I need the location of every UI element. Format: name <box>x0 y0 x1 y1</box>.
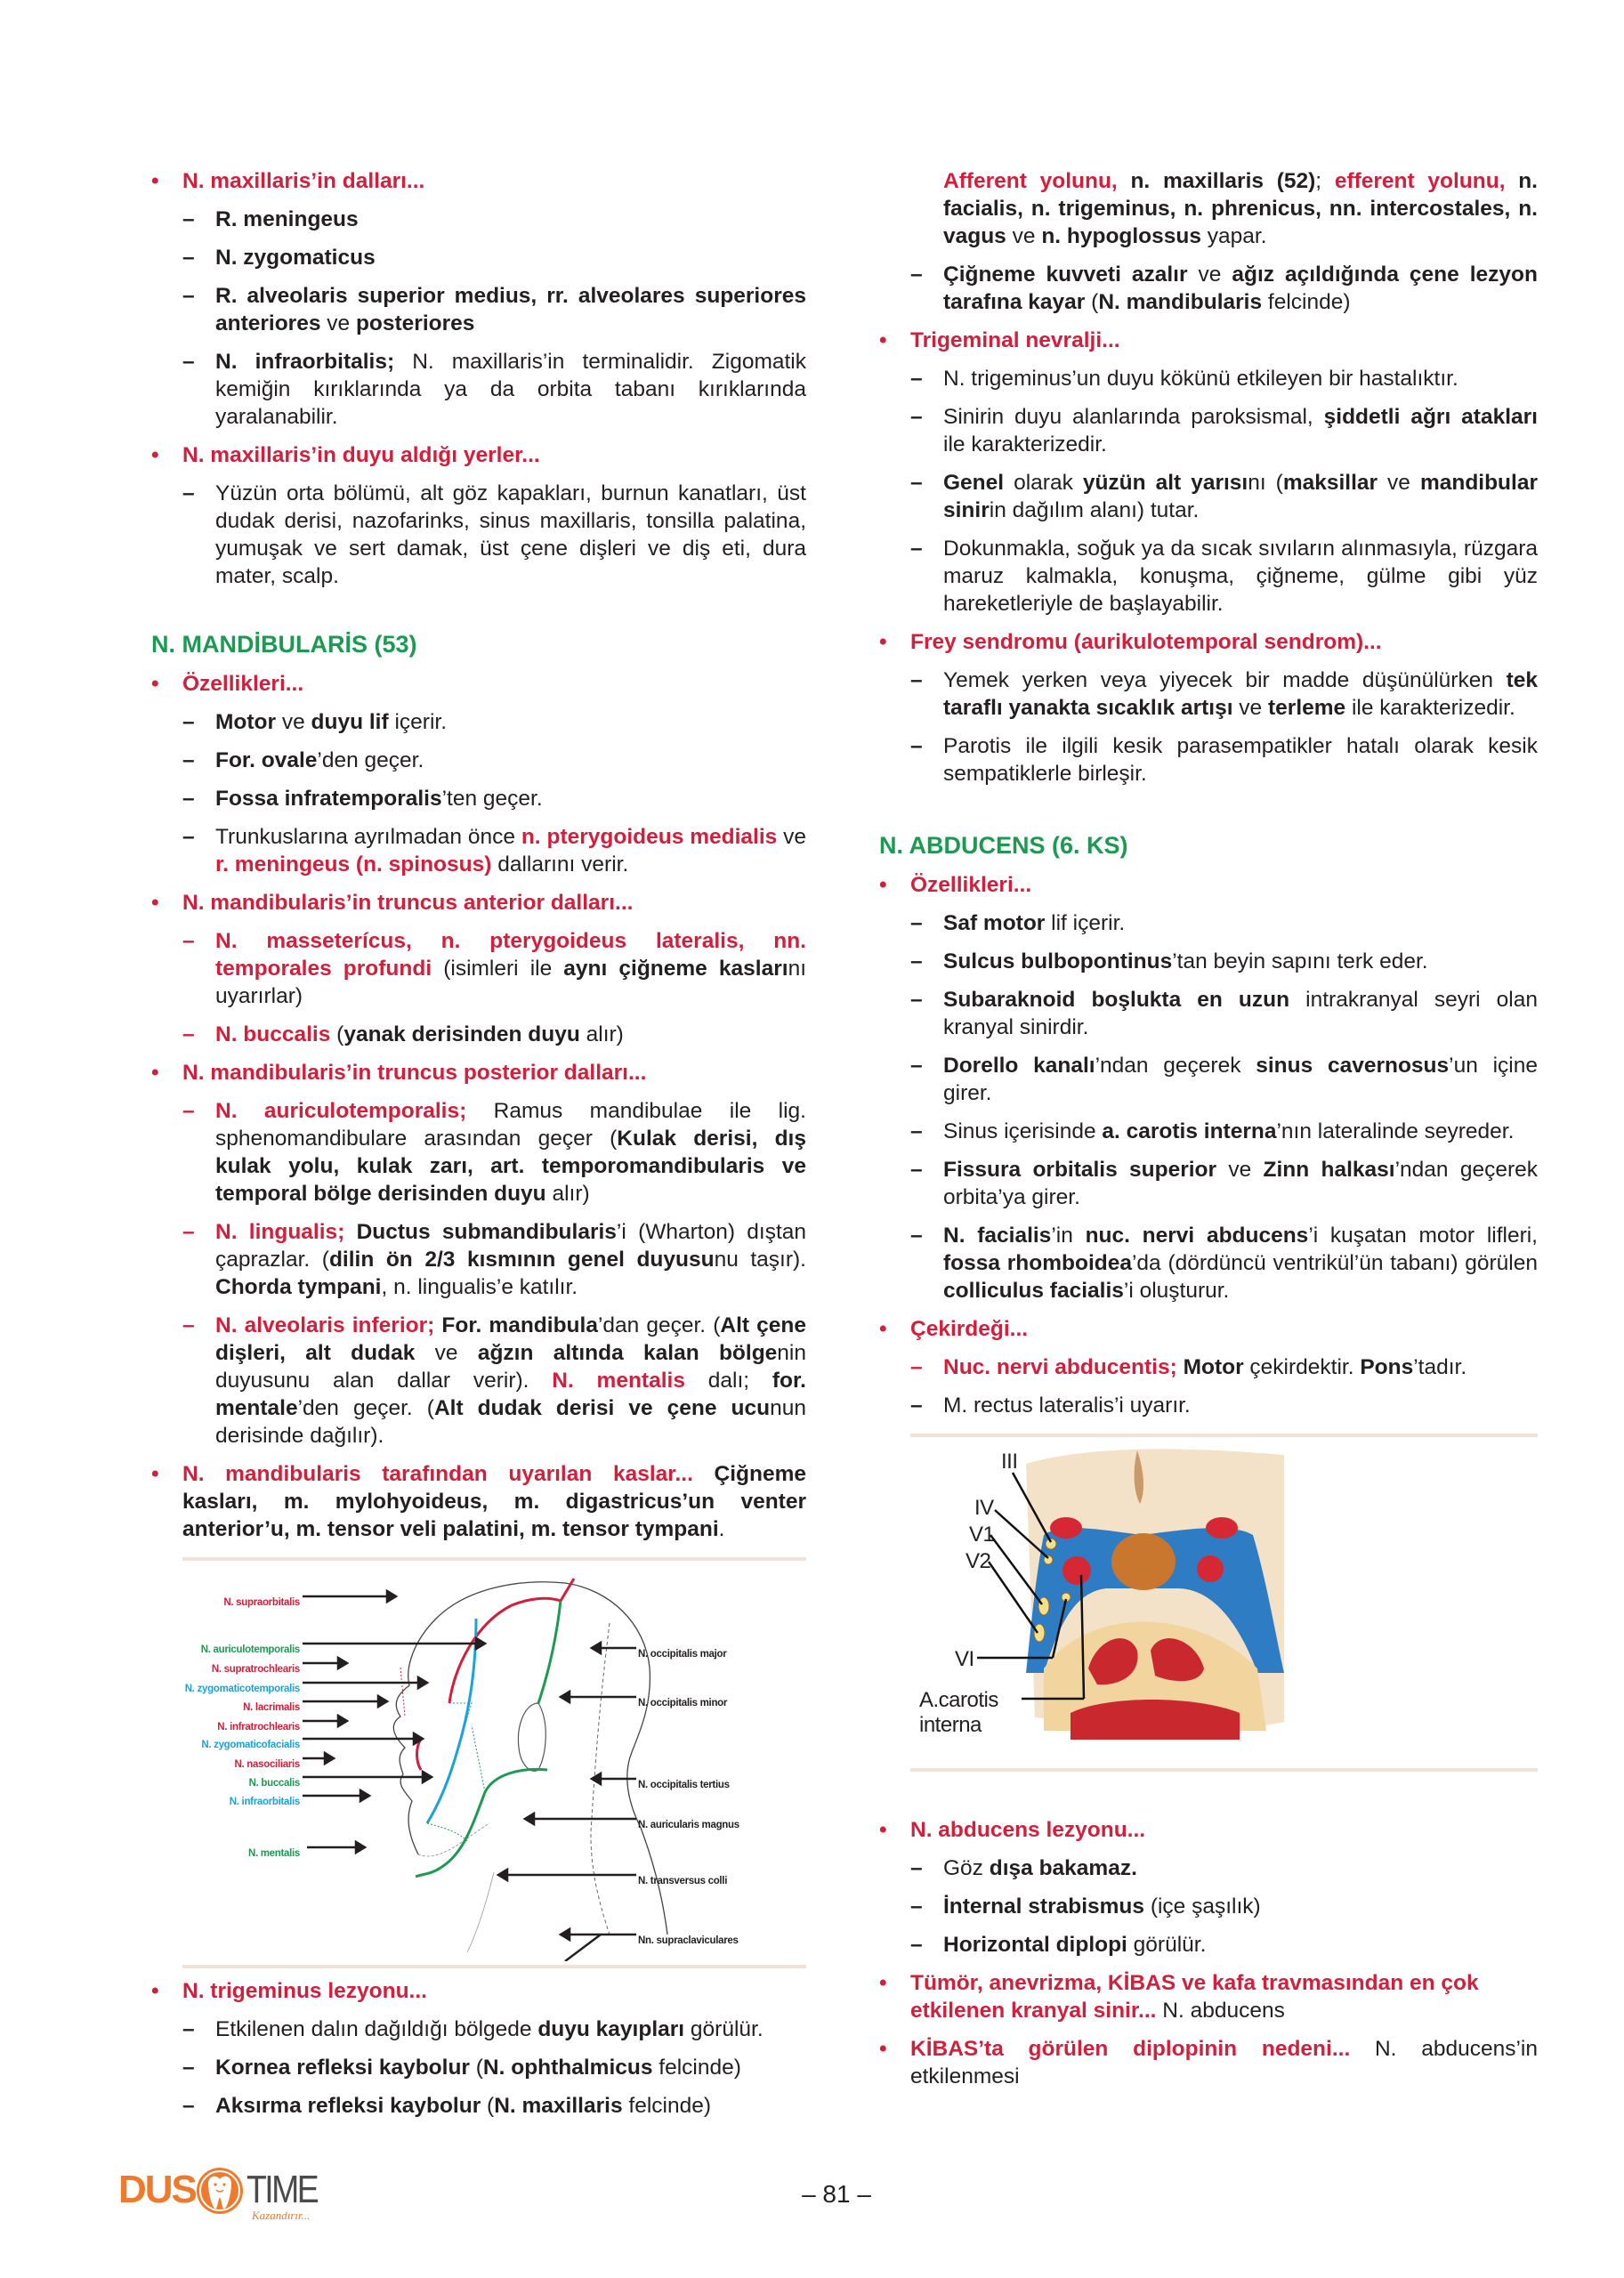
trigeminal-neuralgia-title: • Trigeminal nevralji... <box>879 327 1538 354</box>
sinus-label-IV: IV <box>974 1496 994 1520</box>
figure-label: N. zygomaticofacialis <box>201 1740 300 1750</box>
list-item: – N. auriculotemporalis; Ramus mandibulae ile lig. sphenomandibulare arasından geçer (Kulak derisi, dış kulak yolu, kulak zarı, art. temporomandibularis ve temporal bölge derisinden duyu alır) <box>151 1097 806 1208</box>
logo-text-dus: DUS <box>118 2168 196 2211</box>
list-item: – Kornea refleksi kaybolur (N. ophthalmicus felcinde) <box>151 2054 806 2081</box>
figure-label: N. supratrochlearis <box>211 1664 300 1675</box>
figure-label: N. occipitalis minor <box>638 1698 728 1708</box>
figure-label: N. nasociliaris <box>234 1759 300 1770</box>
section-heading-mandibularis: N. MANDİBULARİS (53) <box>151 631 417 658</box>
list-item: – R. meningeus <box>151 206 806 233</box>
maxillaris-sensory-title: • N. maxillaris’in duyu aldığı yerler... <box>151 441 806 469</box>
tooth-logo-icon <box>195 2166 245 2216</box>
list-item: – N. masseterícus, n. pterygoideus lateralis, nn. temporales profundi (isimleri ile aynı çiğneme kaslarını uyarırlar) <box>151 927 806 1010</box>
figure-label: N. infratrochlearis <box>217 1722 300 1733</box>
head-dermatome-figure <box>182 1570 805 1961</box>
figure-divider-top <box>182 1557 806 1561</box>
list-item: – N. zygomaticus <box>151 244 806 271</box>
list-item: – Çiğneme kuvveti azalır ve ağız açıldığında çene lezyon tarafına kayar (N. mandibularis felcinde) <box>879 261 1538 316</box>
list-item: – N. facialis’in nuc. nervi abducens’i kuşatan motor lifleri, fossa rhomboidea’da (dördüncü ventrikül’ün tabanı) görülen colliculus facialis’i oluşturur. <box>879 1222 1538 1305</box>
left-column <box>151 167 806 2130</box>
figure-label: N. zygomaticotemporalis <box>184 1684 300 1694</box>
abducens-nucleus-title: • Çekirdeği... <box>879 1315 1538 1343</box>
figure-label: N. buccalis <box>248 1778 300 1789</box>
section-heading-abducens: N. ABDUCENS (6. KS) <box>879 832 1128 859</box>
list-item: – Saf motor lif içerir. <box>879 909 1538 937</box>
list-item: – For. ovale’den geçer. <box>151 747 806 774</box>
list-item: – N. buccalis (yanak derisinden duyu alır) <box>151 1021 806 1048</box>
cavernous-sinus-figure <box>910 1446 1533 1766</box>
figure-label: N. supraorbitalis <box>223 1597 300 1608</box>
list-item: – Horizontal diplopi görülür. <box>879 1931 1538 1959</box>
list-item: – Genel olarak yüzün alt yarısını (maksillar ve mandibular sinirin dağılım alanı) tutar. <box>879 469 1538 524</box>
abducens-lesion-title: • N. abducens lezyonu... <box>879 1816 1538 1844</box>
figure-divider-bottom <box>182 1965 806 1968</box>
right-label-arrows <box>498 1643 636 1961</box>
list-item: – Sinirin duyu alanlarında paroksismal, şiddetli ağrı atakları ile karakterizedir. <box>879 403 1538 458</box>
figure-divider-bottom <box>910 1768 1538 1772</box>
most-affected-nerve: • Tümör, anevrizma, KİBAS ve kafa travmasından en çok etkilenen kranyal sinir... N. abducens <box>879 1969 1538 2024</box>
dustime-logo <box>118 2164 350 2226</box>
left-label-arrows <box>303 1591 485 1853</box>
list-item: – Yemek yerken veya yiyecek bir madde düşünülürken tek taraflı yanakta sıcaklık artışı ve terleme ile karakterizedir. <box>879 666 1538 722</box>
list-item: – Fossa infratemporalis’ten geçer. <box>151 785 806 812</box>
sinus-label-III: III <box>1001 1450 1018 1474</box>
cavernous-sinus-drawing <box>910 1446 1533 1766</box>
list-item: – Nuc. nervi abducentis; Motor çekirdektir. Pons’tadır. <box>879 1353 1538 1381</box>
list-item: – Parotis ile ilgili kesik parasempatikler hatalı olarak kesik sempatiklerle birleşir. <box>879 732 1538 788</box>
figure-label: N. lacrimalis <box>243 1702 300 1713</box>
muscles-paragraph: • N. mandibularis tarafından uyarılan kaslar... Çiğneme kasları, m. mylohyoideus, m. digastricus’un venter anterior’u, m. tensor veli palatini, m. tensor tympani. <box>151 1460 806 1543</box>
figure-label: N. auricularis magnus <box>638 1820 739 1830</box>
truncus-anterior-title: • N. mandibularis’in truncus anterior dalları... <box>151 889 806 917</box>
list-item: – Dokunmakla, soğuk ya da sıcak sıvıların alınmasıyla, rüzgara maruz kalmakla, konuşma, çiğneme, gülme gibi yüz hareketleriyle de başlayabilir. <box>879 535 1538 618</box>
list-item: – N. alveolaris inferior; For. mandibula’dan geçer. (Alt çene dişleri, alt dudak ve ağzın altında kalan bölgenin duyusunu alan dallar verir). N. mentalis dalı; for. mentale’den geçer. (Alt dudak derisi ve çene ucunun derisinde dağılır). <box>151 1312 806 1450</box>
truncus-posterior-title: • N. mandibularis’in truncus posterior dalları... <box>151 1059 806 1086</box>
logo-tagline: Kazandırır... <box>252 2209 311 2222</box>
list-item: – Trunkuslarına ayrılmadan önce n. pterygoideus medialis ve r. meningeus (n. spinosus) dallarını verir. <box>151 823 806 878</box>
figure-label: N. transversus colli <box>638 1876 728 1886</box>
frey-title: • Frey sendromu (aurikulotemporal sendrom)... <box>879 628 1538 656</box>
list-item: – M. rectus lateralis’i uyarır. <box>879 1392 1538 1419</box>
trigeminus-lesion-title: • N. trigeminus lezyonu... <box>151 1977 806 2005</box>
list-item: – Göz dışa bakamaz. <box>879 1854 1538 1882</box>
list-item: – Etkilenen dalın dağıldığı bölgede duyu kayıpları görülür. <box>151 2015 806 2043</box>
figure-label: N. mentalis <box>247 1848 300 1859</box>
abducens-features-title: • Özellikleri... <box>879 871 1538 899</box>
figure-label: N. occipitalis major <box>638 1649 727 1660</box>
figure-label: N. infraorbitalis <box>229 1797 300 1807</box>
maxillaris-branches-title: • N. maxillaris’in dalları... <box>151 167 806 195</box>
sinus-label-V2: V2 <box>966 1549 991 1573</box>
list-item: – Aksırma refleksi kaybolur (N. maxillaris felcinde) <box>151 2092 806 2120</box>
reflex-continuation: Afferent yolunu, n. maxillaris (52); efferent yolunu, n. facialis, n. trigeminus, n. phrenicus, nn. intercostales, n. vagus ve n. hypoglossus yapar. <box>943 169 1538 248</box>
figure-label: N. auriculotemporalis <box>200 1644 300 1655</box>
sinus-label-interna: interna <box>919 1713 982 1737</box>
sinus-label-VI: VI <box>955 1647 974 1671</box>
list-item: – N. lingualis; Ductus submandibularis’i (Wharton) dıştan çaprazlar. (dilin ön 2/3 kısmının genel duyusunu taşır). Chorda tympani, n. lingualis’e katılır. <box>151 1218 806 1301</box>
list-item: – Sinus içerisinde a. carotis interna’nın lateralinde seyreder. <box>879 1118 1538 1145</box>
right-column <box>879 167 1538 2101</box>
page-number: – 81 – <box>802 2180 871 2208</box>
sinus-label-V1: V1 <box>969 1523 995 1547</box>
list-item: – Dorello kanalı’ndan geçerek sinus cavernosus’un içine girer. <box>879 1052 1538 1107</box>
list-item: – Yüzün orta bölümü, alt göz kapakları, burnun kanatları, üst dudak derisi, nazofarinks, sinus maxillaris, tonsilla palatina, yumuşak ve sert damak, üst çene dişleri ve diş eti, dura mater, scalp. <box>151 480 806 590</box>
kibas-diplopia: • KİBAS’ta görülen diplopinin nedeni... N. abducens’in etkilenmesi <box>879 2035 1538 2090</box>
figure-divider-top <box>910 1434 1538 1437</box>
list-item: – Motor ve duyu lif içerir. <box>151 708 806 736</box>
list-item: – Sulcus bulbopontinus’tan beyin sapını terk eder. <box>879 948 1538 975</box>
list-item: – N. trigeminus’un duyu kökünü etkileyen bir hastalıktır. <box>879 365 1538 392</box>
figure-label: N. occipitalis tertius <box>638 1780 730 1790</box>
mandibularis-features-title: • Özellikleri... <box>151 670 806 698</box>
logo-text-time: TIME <box>246 2168 318 2211</box>
figure-label: Nn. supraclaviculares <box>638 1935 739 1946</box>
list-item: – Fissura orbitalis superior ve Zinn halkası’ndan geçerek orbita’ya girer. <box>879 1156 1538 1211</box>
list-item: – Subaraknoid boşlukta en uzun intrakranyal seyri olan kranyal sinirdir. <box>879 986 1538 1041</box>
list-item: – İnternal strabismus (içe şaşılık) <box>879 1893 1538 1920</box>
list-item: – N. infraorbitalis; N. maxillaris’in terminalidir. Zigomatik kemiğin kırıklarında ya da orbita tabanı kırıklarında yaralanabilir. <box>151 348 806 431</box>
sinus-label-carotis: A.carotis <box>919 1688 998 1712</box>
list-item: – R. alveolaris superior medius, rr. alveolares superiores anteriores ve posteriores <box>151 282 806 337</box>
